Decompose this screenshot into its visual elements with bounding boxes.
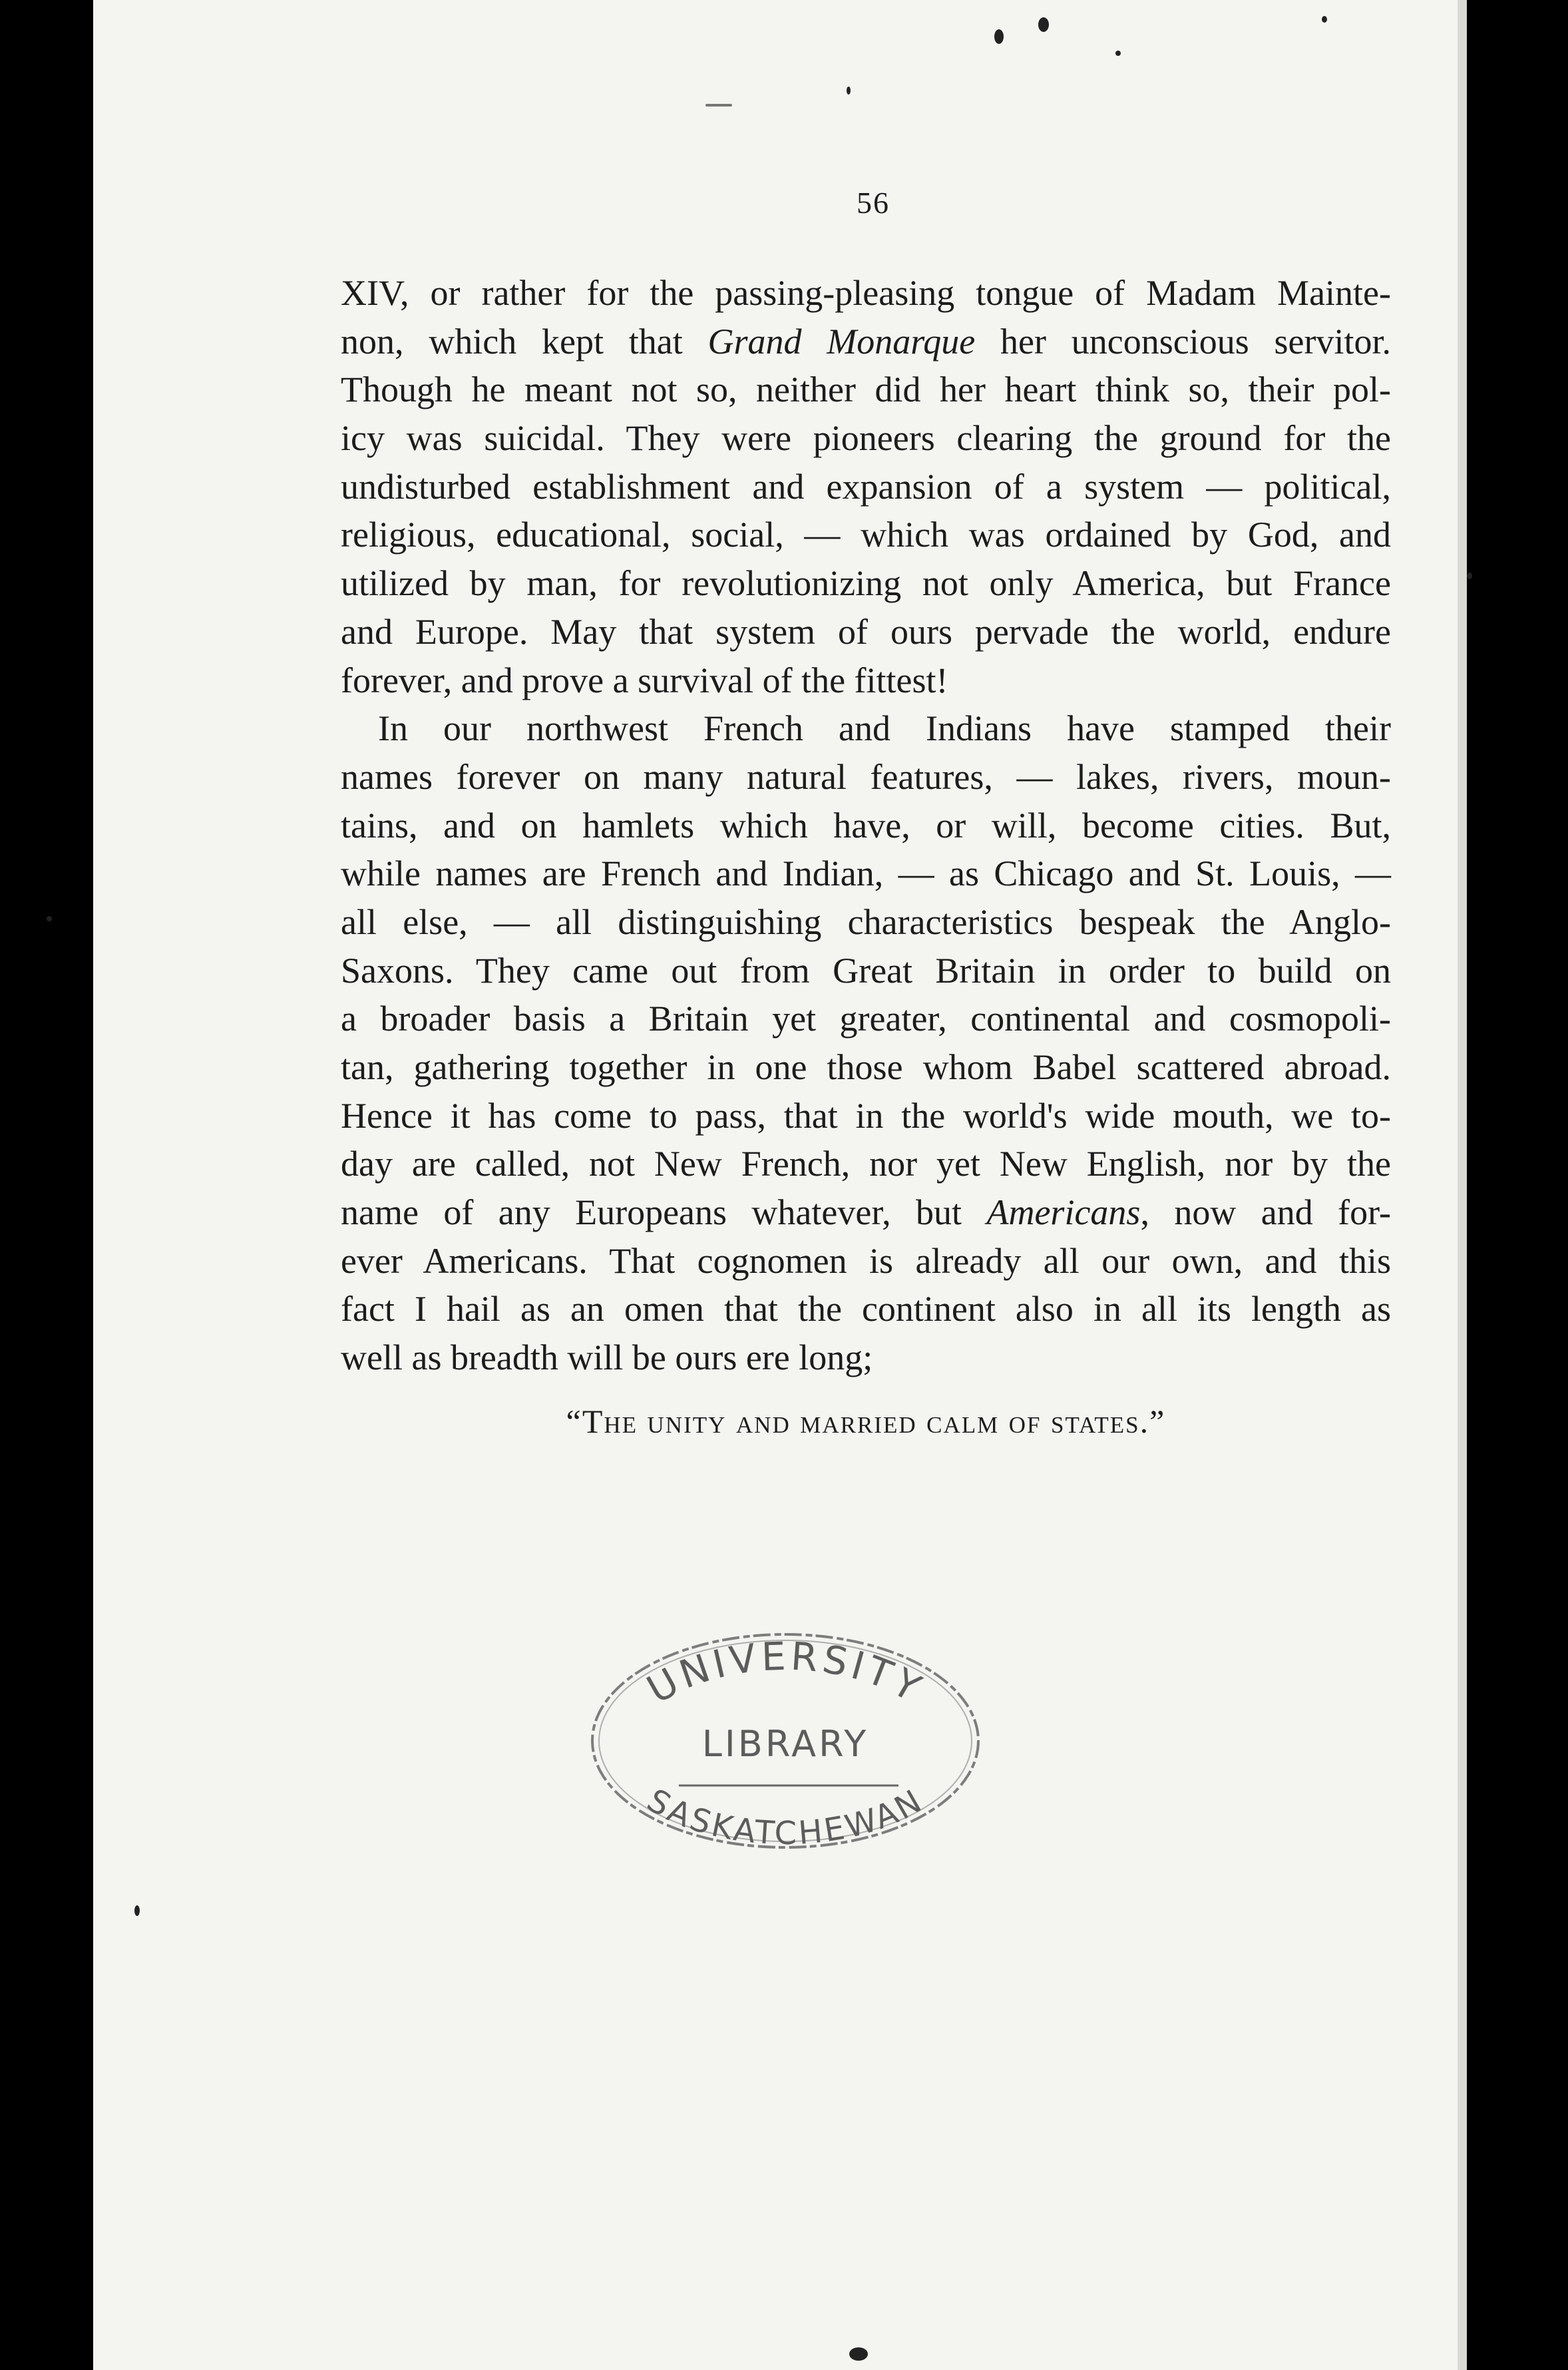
svg-text:SASKATCHEWAN bbox=[641, 1781, 930, 1852]
scan-speck bbox=[847, 87, 851, 95]
text-line: all else, — all distinguishing characteristics bespeak the Anglo- bbox=[341, 901, 1391, 942]
scan-speck bbox=[849, 2347, 868, 2361]
text-line: religious, educational, social, — which was ordained by God, and bbox=[341, 515, 1391, 555]
text-line: while names are French and Indian, — as Chicago and St. Louis, — bbox=[341, 853, 1391, 894]
scan-speck bbox=[705, 104, 732, 107]
text-line: ever Americans. That cognomen is already all our own, and this bbox=[341, 1240, 1391, 1281]
text-line: In our northwest French and Indians have stamped their bbox=[378, 708, 1391, 749]
scan-speck bbox=[1322, 16, 1327, 23]
text-line: tan, gathering together in one those whom Babel scattered abroad. bbox=[341, 1047, 1391, 1087]
text-line: fact I hail as an omen that the continent also in all its length as bbox=[341, 1289, 1391, 1329]
text-line: tains, and on hamlets which have, or will, become cities. But, bbox=[341, 805, 1391, 845]
text-line: forever, and prove a survival of the fittest! bbox=[341, 660, 948, 700]
stamp-top-text: UNIVERSITY bbox=[639, 1633, 932, 1713]
scan-speck bbox=[1467, 573, 1472, 579]
text-line: non, which kept that Grand Monarque her unconscious servitor. bbox=[341, 321, 1391, 361]
italic-phrase: Grand Monarque bbox=[707, 321, 976, 361]
text-line: well as breadth will be ours ere long; bbox=[341, 1337, 873, 1378]
italic-phrase: Americans bbox=[986, 1192, 1141, 1233]
text-line: names forever on many natural features, — lakes, rivers, moun- bbox=[341, 756, 1391, 797]
closing-quote: “The unity and married calm of states.” bbox=[566, 1403, 1166, 1440]
text-line: XIV, or rather for the passing-pleasing tongue of Madam Mainte- bbox=[341, 273, 1391, 313]
text-line: icy was suicidal. They were pioneers clearing the ground for the bbox=[341, 418, 1391, 459]
text-line: Hence it has come to pass, that in the world's wide mouth, we to- bbox=[341, 1095, 1391, 1136]
text-line: a broader basis a Britain yet greater, continental and cosmopoli- bbox=[341, 999, 1391, 1039]
scan-speck bbox=[134, 1905, 140, 1916]
stamp-bottom-text: SASKATCHEWAN bbox=[640, 1781, 930, 1853]
page-number: 56 bbox=[857, 186, 890, 220]
svg-text:UNIVERSITY bbox=[640, 1634, 932, 1713]
text-line: utilized by man, for revolutionizing not only America, but France bbox=[341, 563, 1391, 604]
text-line: name of any Europeans whatever, but Americans, now and for- bbox=[341, 1192, 1391, 1233]
scan-speck bbox=[47, 916, 52, 921]
text-line: and Europe. May that system of ours pervade the world, endure bbox=[341, 611, 1391, 652]
text-line: Though he meant not so, neither did her heart think so, their pol- bbox=[341, 369, 1391, 410]
stamp-middle-text: LIBRARY bbox=[701, 1723, 869, 1765]
scan-speck bbox=[1115, 51, 1121, 56]
text-line: undisturbed establishment and expansion of a system — political, bbox=[341, 466, 1391, 507]
library-stamp-seal bbox=[566, 1611, 1005, 1864]
library-stamp bbox=[566, 1611, 1005, 1864]
text-line: Saxons. They came out from Great Britain in order to build on bbox=[341, 950, 1391, 991]
page-edge bbox=[1458, 0, 1467, 2370]
scan-speck bbox=[994, 29, 1004, 44]
text-line: day are called, not New French, nor yet New English, nor by the bbox=[341, 1144, 1391, 1184]
body-text bbox=[341, 269, 1391, 1382]
scan-speck bbox=[1038, 17, 1049, 32]
